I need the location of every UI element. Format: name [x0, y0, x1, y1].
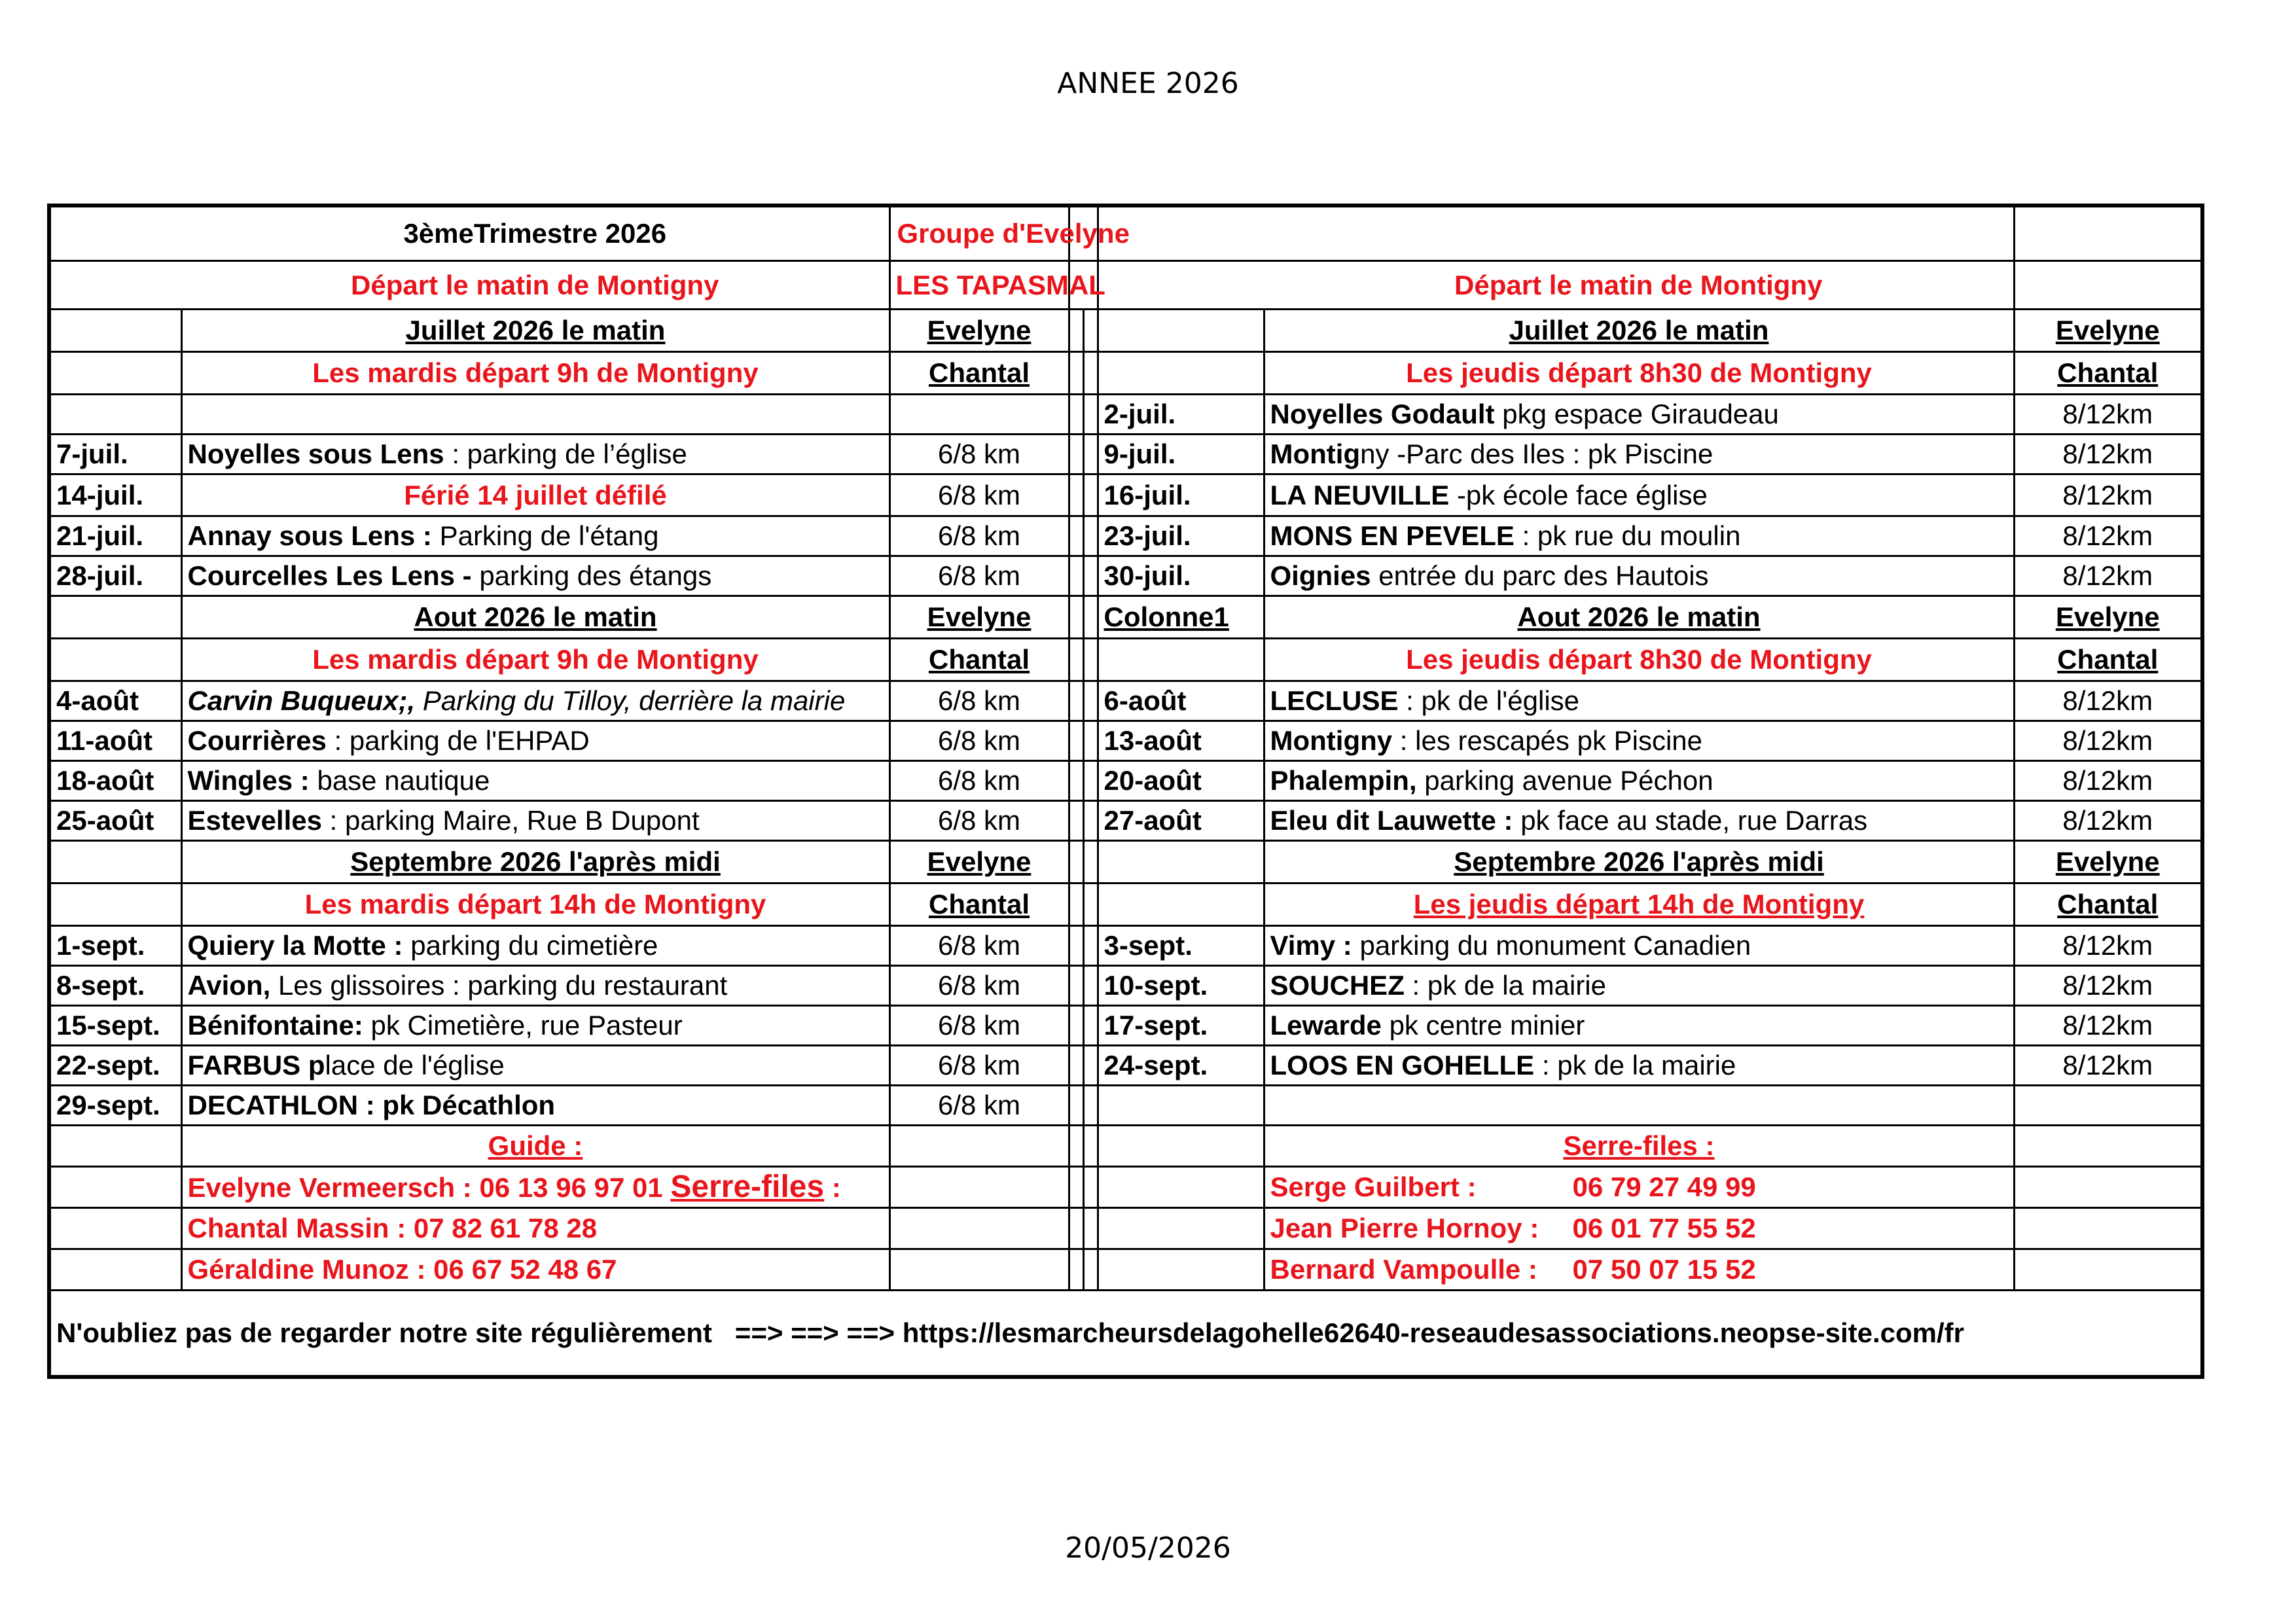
guide-heading-row	[49, 1126, 2202, 1167]
walk-date: 29-sept.	[49, 1086, 181, 1126]
walk-date: 27-août	[1098, 801, 1264, 841]
walk-location: FARBUS place de l'église	[181, 1046, 889, 1086]
holiday-note: Férié 14 juillet défilé	[181, 474, 889, 516]
section-header-row	[49, 841, 2202, 883]
walk-location: Annay sous Lens : Parking de l'étang	[181, 516, 889, 556]
site-note-row	[49, 1291, 2202, 1378]
guide-contact: Chantal Massin : 07 82 61 78 28	[181, 1208, 889, 1249]
walk-distance: 8/12km	[2014, 1006, 2202, 1046]
walk-date: 8-sept.	[49, 966, 181, 1006]
walk-location: MONS EN PEVELE : pk rue du moulin	[1264, 516, 2014, 556]
walk-location: Avion, Les glissoires : parking du restaurant	[181, 966, 889, 1006]
site-reminder: N'oubliez pas de regarder notre site régulièrement ==> ==> ==> https://lesmarcheursdelagohelle62640-reseaudesassociations.neopse-site.com/fr	[49, 1291, 2202, 1378]
serre-files-label: Serre-files	[670, 1169, 825, 1204]
contact-row	[49, 1208, 2202, 1249]
subtitle-row	[49, 261, 2202, 310]
month-label: Aout 2026 le matin	[181, 596, 889, 639]
table-row	[49, 761, 2202, 801]
walk-distance: 8/12km	[2014, 966, 2202, 1006]
leader-name: Evelyne	[2014, 841, 2202, 883]
table-row	[49, 1046, 2202, 1086]
co-leader-name: Chantal	[2014, 639, 2202, 681]
walk-date: 25-août	[49, 801, 181, 841]
walk-location: Noyelles Godault pkg espace Giraudeau	[1264, 395, 2014, 435]
walk-distance: 6/8 km	[889, 801, 1069, 841]
walk-distance: 8/12km	[2014, 761, 2202, 801]
page-header: ANNEE 2026	[1057, 67, 1239, 100]
walk-distance: 6/8 km	[889, 435, 1069, 474]
walk-location	[1264, 1086, 2014, 1126]
depart-right-title: Départ le matin de Montigny	[1264, 261, 2014, 310]
table-row	[49, 926, 2202, 966]
section-header-row	[49, 310, 2202, 352]
walk-location: Courrières : parking de l'EHPAD	[181, 721, 889, 761]
month-label: Juillet 2026 le matin	[181, 310, 889, 352]
trimestre-title: 3èmeTrimestre 2026	[181, 205, 889, 261]
walk-distance: 8/12km	[2014, 681, 2202, 721]
walk-location: LA NEUVILLE -pk école face église	[1264, 474, 2014, 516]
walk-distance: 8/12km	[2014, 801, 2202, 841]
leader-name: Evelyne	[889, 596, 1069, 639]
walk-date: 21-juil.	[49, 516, 181, 556]
walk-location: Vimy : parking du monument Canadien	[1264, 926, 2014, 966]
walk-distance: 6/8 km	[889, 1086, 1069, 1126]
schedule-table	[47, 204, 2204, 1379]
departure-info: Les mardis départ 14h de Montigny	[181, 883, 889, 926]
guide-contact: Evelyne Vermeersch : 06 13 96 97 01 Serre-files :	[181, 1167, 889, 1208]
walk-distance	[2014, 1086, 2202, 1126]
departure-row	[49, 639, 2202, 681]
walk-date: 30-juil.	[1098, 556, 1264, 596]
walk-date: 28-juil.	[49, 556, 181, 596]
table-row	[49, 516, 2202, 556]
walk-location: LECLUSE : pk de l'église	[1264, 681, 2014, 721]
departure-info: Les mardis départ 9h de Montigny	[181, 639, 889, 681]
walk-distance: 6/8 km	[889, 721, 1069, 761]
walk-location: Carvin Buqueux;, Parking du Tilloy, derrière la mairie	[181, 681, 889, 721]
walk-date: 14-juil.	[49, 474, 181, 516]
leader-name: Evelyne	[2014, 310, 2202, 352]
co-leader-name: Chantal	[889, 883, 1069, 926]
guide-contact: Géraldine Munoz : 06 67 52 48 67	[181, 1249, 889, 1291]
table-row	[49, 435, 2202, 474]
table-row	[49, 721, 2202, 761]
walk-distance: 6/8 km	[889, 1046, 1069, 1086]
walk-distance: 8/12km	[2014, 1046, 2202, 1086]
page-footer: 20/05/2026	[1065, 1531, 1231, 1565]
guide-heading: Guide :	[181, 1126, 889, 1167]
table-row	[49, 681, 2202, 721]
walk-date: 10-sept.	[1098, 966, 1264, 1006]
walk-location: Estevelles : parking Maire, Rue B Dupont	[181, 801, 889, 841]
walk-distance: 8/12km	[2014, 721, 2202, 761]
walk-location: Bénifontaine: pk Cimetière, rue Pasteur	[181, 1006, 889, 1046]
walk-date: 23-juil.	[1098, 516, 1264, 556]
departure-info: Les jeudis départ 8h30 de Montigny	[1264, 352, 2014, 395]
leader-name: Evelyne	[889, 310, 1069, 352]
walk-location: Eleu dit Lauwette : pk face au stade, rue Darras	[1264, 801, 2014, 841]
walk-location: Noyelles sous Lens : parking de l’église	[181, 435, 889, 474]
month-label: Septembre 2026 l'après midi	[181, 841, 889, 883]
month-label: Aout 2026 le matin	[1264, 596, 2014, 639]
serre-files-contact: Bernard Vampoulle : 07 50 07 15 52	[1264, 1249, 2014, 1291]
walk-date: 13-août	[1098, 721, 1264, 761]
gap-label: Colonne1	[1098, 596, 1264, 639]
table-row	[49, 1086, 2202, 1126]
walk-date: 15-sept.	[49, 1006, 181, 1046]
serre-files-heading: Serre-files :	[1264, 1126, 2014, 1167]
walk-location: Oignies entrée du parc des Hautois	[1264, 556, 2014, 596]
walk-distance: 8/12km	[2014, 474, 2202, 516]
gap-label	[1098, 310, 1264, 352]
table-row	[49, 801, 2202, 841]
walk-distance: 6/8 km	[889, 761, 1069, 801]
leader-name: Evelyne	[889, 841, 1069, 883]
walk-date: 22-sept.	[49, 1046, 181, 1086]
walk-date: 3-sept.	[1098, 926, 1264, 966]
walk-date: 9-juil.	[1098, 435, 1264, 474]
walk-date: 17-sept.	[1098, 1006, 1264, 1046]
walk-location: Phalempin, parking avenue Péchon	[1264, 761, 2014, 801]
group-title: Groupe d'Evelyne	[889, 205, 1069, 261]
departure-row	[49, 883, 2202, 926]
walk-location: Montigny : les rescapés pk Piscine	[1264, 721, 2014, 761]
walk-location: Montigny -Parc des Iles : pk Piscine	[1264, 435, 2014, 474]
gap-label	[1098, 841, 1264, 883]
co-leader-name: Chantal	[889, 352, 1069, 395]
table-row	[49, 395, 2202, 435]
walk-location: DECATHLON : pk Décathlon	[181, 1086, 889, 1126]
section-header-row	[49, 596, 2202, 639]
walk-distance: 8/12km	[2014, 395, 2202, 435]
co-leader-name: Chantal	[889, 639, 1069, 681]
walk-distance: 6/8 km	[889, 474, 1069, 516]
walk-location: Courcelles Les Lens - parking des étangs	[181, 556, 889, 596]
walk-distance: 6/8 km	[889, 681, 1069, 721]
walk-date: 11-août	[49, 721, 181, 761]
leader-name: Evelyne	[2014, 596, 2202, 639]
walk-date: 6-août	[1098, 681, 1264, 721]
walk-location: Wingles : base nautique	[181, 761, 889, 801]
table-row	[49, 966, 2202, 1006]
contact-row	[49, 1167, 2202, 1208]
walk-date: 16-juil.	[1098, 474, 1264, 516]
walk-date: 24-sept.	[1098, 1046, 1264, 1086]
walk-date: 2-juil.	[1098, 395, 1264, 435]
walk-distance: 6/8 km	[889, 1006, 1069, 1046]
walk-date: 18-août	[49, 761, 181, 801]
walk-location: Lewarde pk centre minier	[1264, 1006, 2014, 1046]
table-row	[49, 556, 2202, 596]
walk-distance: 8/12km	[2014, 556, 2202, 596]
departure-row	[49, 352, 2202, 395]
co-leader-name: Chantal	[2014, 883, 2202, 926]
walk-distance: 8/12km	[2014, 435, 2202, 474]
walk-distance: 8/12km	[2014, 926, 2202, 966]
depart-left-title: Départ le matin de Montigny	[181, 261, 889, 310]
contact-row	[49, 1249, 2202, 1291]
table-row	[49, 474, 2202, 516]
walk-date	[1098, 1086, 1264, 1126]
serre-files-contact: Jean Pierre Hornoy : 06 01 77 55 52	[1264, 1208, 2014, 1249]
walk-date: 4-août	[49, 681, 181, 721]
walk-distance: 8/12km	[2014, 516, 2202, 556]
serre-files-contact: Serge Guilbert : 06 79 27 49 99	[1264, 1167, 2014, 1208]
walk-distance: 6/8 km	[889, 556, 1069, 596]
walk-date: 20-août	[1098, 761, 1264, 801]
table-row	[49, 1006, 2202, 1046]
walk-distance: 6/8 km	[889, 516, 1069, 556]
walk-date: 1-sept.	[49, 926, 181, 966]
walk-location: LOOS EN GOHELLE : pk de la mairie	[1264, 1046, 2014, 1086]
departure-info: Les jeudis départ 8h30 de Montigny	[1264, 639, 2014, 681]
walk-distance: 6/8 km	[889, 926, 1069, 966]
walk-location: SOUCHEZ : pk de la mairie	[1264, 966, 2014, 1006]
group-name: LES TAPASMAL	[889, 261, 1069, 310]
walk-date: 7-juil.	[49, 435, 181, 474]
title-row	[49, 205, 2202, 261]
walk-distance: 6/8 km	[889, 966, 1069, 1006]
departure-info: Les jeudis départ 14h de Montigny	[1264, 883, 2014, 926]
departure-info: Les mardis départ 9h de Montigny	[181, 352, 889, 395]
month-label: Juillet 2026 le matin	[1264, 310, 2014, 352]
co-leader-name: Chantal	[2014, 352, 2202, 395]
walk-location: Quiery la Motte : parking du cimetière	[181, 926, 889, 966]
month-label: Septembre 2026 l'après midi	[1264, 841, 2014, 883]
